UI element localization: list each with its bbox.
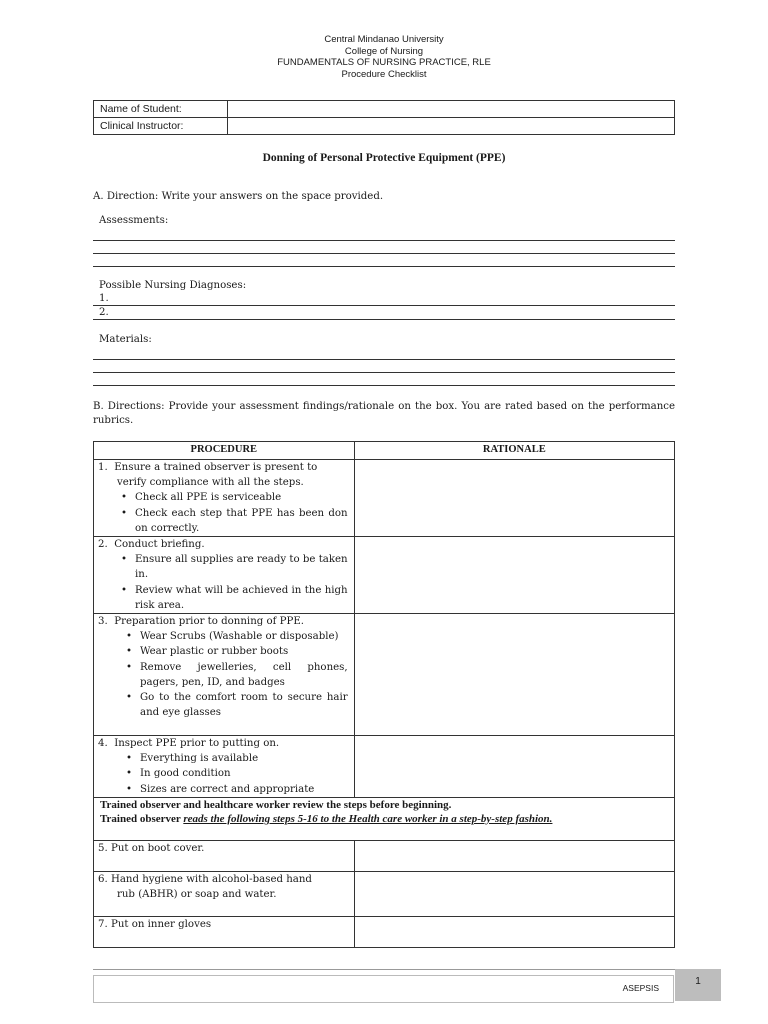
university-name: Central Mindanao University (324, 34, 444, 45)
rationale-cell[interactable] (354, 460, 674, 537)
bullet-item: • Check all PPE is serviceable (135, 490, 348, 505)
step-bullets (98, 552, 348, 613)
bullet-item: • Wear Scrubs (Washable or disposable) (140, 629, 348, 644)
observer-note-emphasis: reads the following steps 5-16 to the Health care worker in a step-by-step fashion. (183, 813, 553, 826)
step-text: Ensure a trained observer is present to (114, 462, 318, 473)
assessments-label: Assessments: (99, 215, 169, 226)
step-number: 1. (98, 462, 108, 473)
step-text: Conduct briefing. (114, 539, 205, 551)
table-row (94, 917, 675, 948)
table-header-row (94, 442, 675, 460)
step-text: Preparation prior to donning of PPE. (114, 616, 305, 628)
course-name: FUNDAMENTALS OF NURSING PRACTICE, RLE (277, 57, 491, 68)
step-text-continued: rub (ABHR) or soap and water. (117, 889, 277, 901)
document-type: Procedure Checklist (341, 68, 427, 80)
observer-note (94, 798, 675, 841)
document-header (0, 34, 768, 80)
rationale-cell[interactable] (354, 841, 674, 872)
assessments-answer-line[interactable] (93, 266, 675, 267)
observer-note-line-1: Trained observer and healthcare worker review the steps before beginning. (100, 799, 452, 812)
assessments-answer-line[interactable] (93, 240, 675, 241)
footer-label: ASEPSIS (622, 983, 659, 993)
rationale-cell[interactable] (354, 537, 674, 614)
materials-label: Materials: (99, 334, 152, 345)
diagnosis-2-answer-line[interactable] (93, 319, 675, 320)
bullet-item: • Sizes are correct and appropriate (140, 782, 348, 797)
clinical-instructor-label: Clinical Instructor: (94, 118, 228, 135)
direction-a: A. Direction: Write your answers on the space provided. (93, 191, 384, 202)
table-row (94, 460, 675, 537)
rationale-cell[interactable] (354, 872, 674, 917)
table-row (94, 841, 675, 872)
step-bullets (98, 751, 348, 797)
direction-b: B. Directions: Provide your assessment findings/rationale on the box. You are rated based on the performance rubrics. (93, 401, 675, 426)
page-number-box (675, 969, 721, 1001)
procedure-cell (94, 736, 355, 798)
bullet-item: • Go to the comfort room to secure hair and eye glasses (140, 690, 348, 720)
bullet-item: • Everything is available (140, 751, 348, 766)
step-text-continued: verify compliance with all the steps. (117, 477, 304, 489)
diagnosis-2-number: 2. (99, 307, 109, 318)
table-row (94, 736, 675, 798)
step-text: Inspect PPE prior to putting on. (114, 738, 280, 750)
step-text: 6. Hand hygiene with alcohol-based hand (98, 874, 312, 886)
bullet-item: • Ensure all supplies are ready to be taken in. (135, 552, 348, 582)
rationale-cell[interactable] (354, 736, 674, 798)
college-name: College of Nursing (344, 45, 424, 57)
page-number: 1 (695, 976, 701, 987)
observer-note-line-2: Trained observer (100, 813, 184, 826)
footer-divider (93, 969, 675, 970)
step-text: 5. Put on boot cover. (98, 843, 205, 855)
procedure-cell (94, 917, 355, 948)
step-number: 4. (98, 738, 108, 750)
materials-answer-line[interactable] (93, 359, 675, 360)
assessments-answer-line[interactable] (93, 253, 675, 254)
rationale-cell[interactable] (354, 917, 674, 948)
step-text: 7. Put on inner gloves (98, 919, 212, 931)
diagnosis-1-answer-line[interactable] (93, 305, 675, 306)
student-info-table (93, 100, 675, 135)
procedure-cell (94, 841, 355, 872)
step-number: 2. (98, 539, 108, 551)
step-bullets (98, 490, 348, 536)
procedure-column-header: PROCEDURE (94, 442, 355, 460)
procedure-cell (94, 614, 355, 736)
materials-answer-line[interactable] (93, 372, 675, 373)
bullet-item: • In good condition (140, 766, 348, 781)
bullet-item: • Remove jewelleries, cell phones, pagers, pen, ID, and badges (140, 660, 348, 690)
table-row (94, 614, 675, 736)
diagnosis-1-number: 1. (99, 293, 109, 304)
procedure-cell (94, 460, 355, 537)
bullet-item: • Check each step that PPE has been don on correctly. (135, 506, 348, 536)
step-number: 3. (98, 616, 108, 628)
diagnoses-label: Possible Nursing Diagnoses: (99, 280, 247, 291)
bullet-item: • Review what will be achieved in the high risk area. (135, 583, 348, 613)
bullet-item: • Wear plastic or rubber boots (140, 644, 348, 659)
document-title: Donning of Personal Protective Equipment (PPE) (262, 152, 506, 164)
procedure-cell (94, 537, 355, 614)
step-bullets (98, 629, 348, 720)
student-name-label: Name of Student: (94, 101, 228, 118)
footer-box (93, 975, 674, 1003)
procedure-table (93, 441, 675, 948)
student-name-field[interactable] (228, 101, 675, 118)
rationale-column-header: RATIONALE (354, 442, 674, 460)
rationale-cell[interactable] (354, 614, 674, 736)
observer-note-row (94, 798, 675, 841)
clinical-instructor-field[interactable] (228, 118, 675, 135)
table-row (94, 872, 675, 917)
table-row (94, 537, 675, 614)
materials-answer-line[interactable] (93, 385, 675, 386)
procedure-cell (94, 872, 355, 917)
